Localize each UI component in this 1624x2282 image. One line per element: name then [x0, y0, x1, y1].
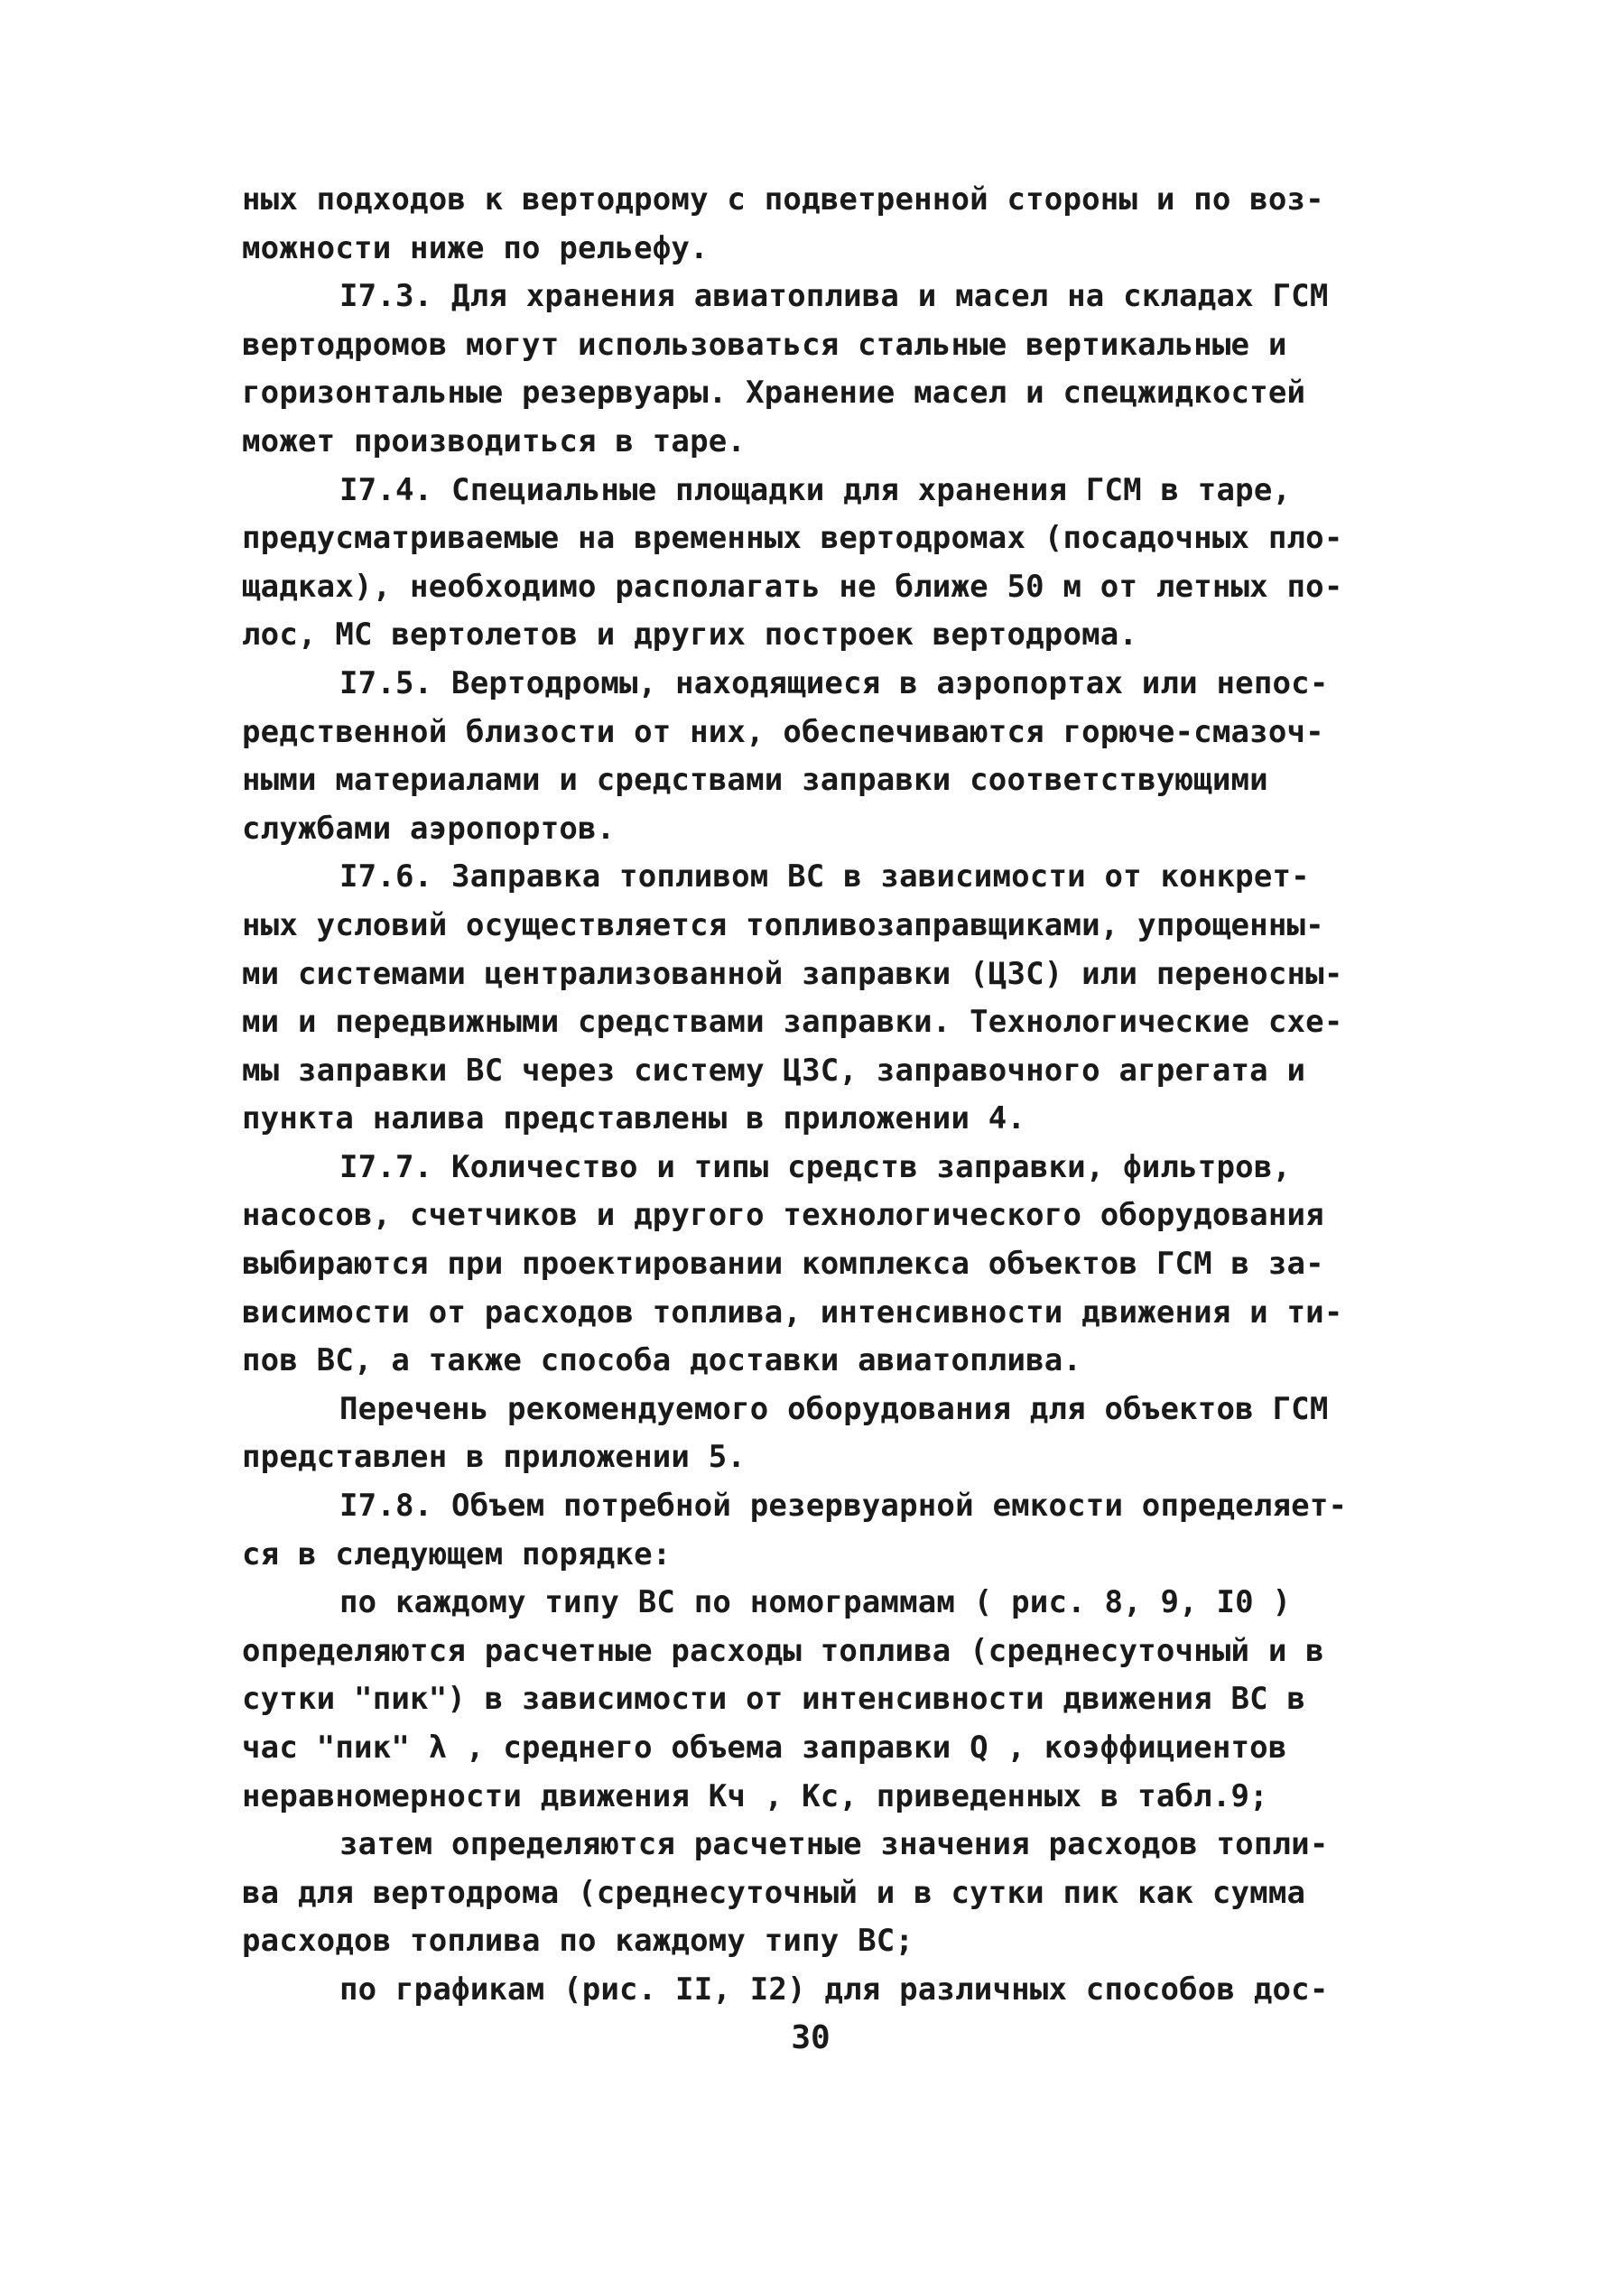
- text-line: представлен в приложении 5.: [242, 1439, 747, 1476]
- text-line: ных условий осуществляется топливозаправщиками, упрощенны-: [242, 906, 1324, 943]
- text-line: определяются расчетные расходы топлива (среднесуточный и в: [242, 1632, 1324, 1669]
- text-line: предусматриваемые на временных вертодромах (посадочных пло-: [242, 520, 1343, 557]
- paragraph-start-equipment-list: Перечень рекомендуемого оборудования для объектов ГСМ: [339, 1390, 1329, 1427]
- text-line: выбираются при проектировании комплекса объектов ГСМ в за-: [242, 1246, 1324, 1283]
- paragraph-start-17-5: I7.5. Вертодромы, находящиеся в аэропортах или непос-: [339, 664, 1329, 701]
- paragraph-start-17-3: I7.3. Для хранения авиатоплива и масел на складах ГСМ: [339, 278, 1329, 315]
- text-line: пов ВС, а также способа доставки авиатоплива.: [242, 1342, 1082, 1379]
- list-item-start-calculation: затем определяются расчетные значения расходов топли-: [339, 1826, 1329, 1863]
- text-line: ми системами централизованной заправки (ЦЗС) или переносны-: [242, 955, 1343, 992]
- text-line: ва для вертодрома (среднесуточный и в сутки пик как сумма: [242, 1874, 1306, 1911]
- text-line: ся в следующем порядке:: [242, 1535, 672, 1572]
- body-text: [242, 176, 1397, 2015]
- text-line: щадках), необходимо располагать не ближе 50 м от летных по-: [242, 568, 1343, 605]
- text-line: пункта налива представлены в приложении 4.: [242, 1100, 1026, 1137]
- text-line: ными материалами и средствами заправки соответствующими: [242, 762, 1268, 799]
- text-line: ных подходов к вертодрому с подветренной стороны и по воз-: [242, 181, 1324, 218]
- list-item-start-nomograms: по каждому типу ВС по номограммам ( рис. 8, 9, I0 ): [339, 1584, 1292, 1621]
- text-line: вертодромов могут использоваться стальные вертикальные и: [242, 326, 1287, 363]
- paragraph-start-17-6: I7.6. Заправка топливом ВС в зависимости от конкрет-: [339, 858, 1310, 895]
- text-line: расходов топлива по каждому типу ВС;: [242, 1923, 914, 1960]
- text-line: насосов, счетчиков и другого технологического оборудования: [242, 1197, 1324, 1234]
- text-line: мы заправки ВС через систему ЦЗС, заправочного агрегата и: [242, 1052, 1306, 1089]
- paragraph-start-17-7: I7.7. Количество и типы средств заправки, фильтров,: [339, 1148, 1292, 1185]
- text-line: час "пик" λ , среднего объема заправки Q , коэффициентов: [242, 1730, 1287, 1766]
- page-number: 30: [791, 2019, 831, 2056]
- text-line: сутки "пик") в зависимости от интенсивности движения ВС в: [242, 1681, 1306, 1718]
- text-line: ми и передвижными средствами заправки. Технологические схе-: [242, 1004, 1343, 1041]
- paragraph-start-17-4: I7.4. Специальные площадки для хранения ГСМ в таре,: [339, 471, 1292, 508]
- text-line: можности ниже по рельефу.: [242, 229, 709, 266]
- text-line: лос, МС вертолетов и других построек вертодрома.: [242, 617, 1138, 654]
- text-line: висимости от расходов топлива, интенсивности движения и ти-: [242, 1294, 1343, 1331]
- text-line: может производиться в таре.: [242, 422, 747, 459]
- list-item-start-graphs: по графикам (рис. II, I2) для различных способов дос-: [339, 1971, 1329, 2008]
- text-line: службами аэропортов.: [242, 810, 616, 847]
- text-line: редственной близости от них, обеспечиваются горюче-смазоч-: [242, 713, 1324, 750]
- text-line: горизонтальные резервуары. Хранение масел и спецжидкостей: [242, 375, 1306, 412]
- paragraph-start-17-8: I7.8. Объем потребной резервуарной емкости определяет-: [339, 1488, 1348, 1525]
- text-line: неравномерности движения Kч , Kс, приведенных в табл.9;: [242, 1777, 1268, 1814]
